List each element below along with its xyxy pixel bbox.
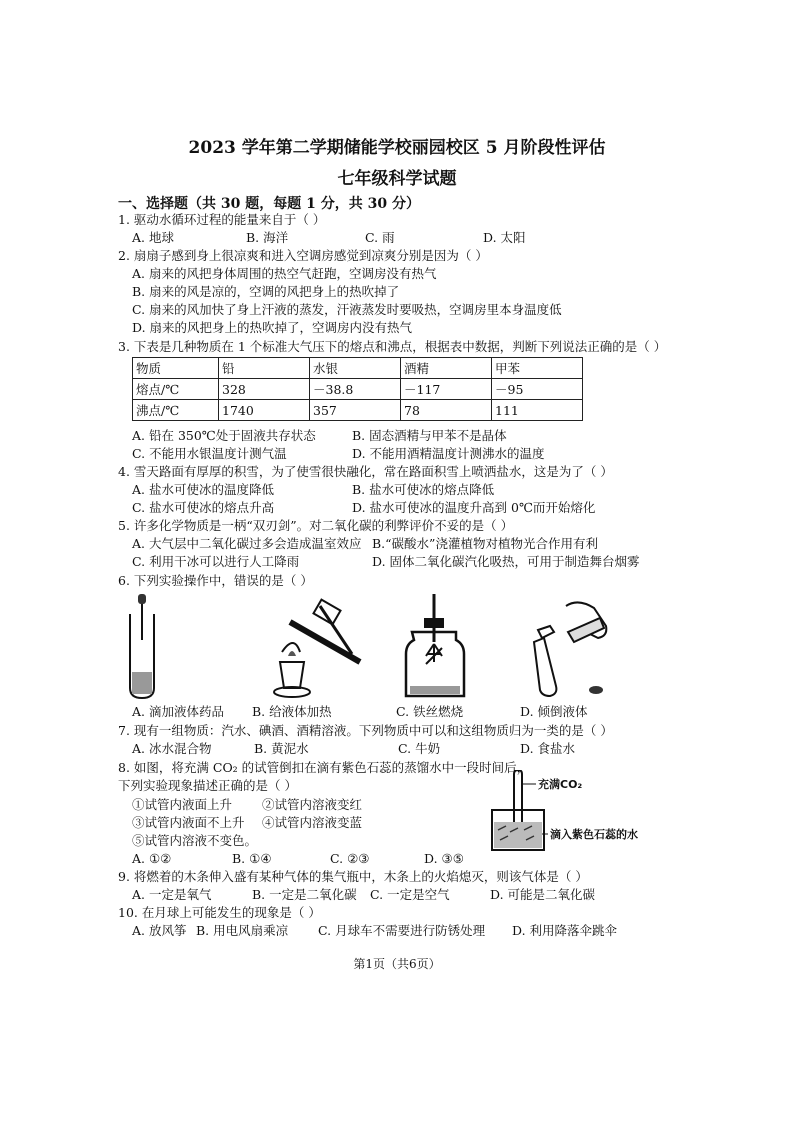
table-row [133, 358, 583, 379]
pouring-figure [508, 592, 618, 702]
q5-option-c: C. 利用干冰可以进行人工降雨 [132, 554, 300, 569]
q7-option-d: D. 食盐水 [520, 741, 576, 756]
q8-statement-4: ④试管内溶液变蓝 [262, 815, 363, 830]
q10-option-d: D. 利用降落伞跳伞 [512, 923, 618, 938]
q1-option-c: C. 雨 [365, 230, 395, 245]
q8-option-c: C. ②③ [330, 851, 370, 866]
exam-subtitle: 七年级科学试题 [337, 169, 457, 189]
q8-stem-2: 下列实验现象描述正确的是（ ） [118, 778, 297, 793]
q8-statement-2: ②试管内溶液变红 [262, 797, 363, 812]
q8-option-b: B. ①④ [232, 851, 272, 866]
iron-wire-figure [400, 592, 470, 702]
section-heading: 一、选择题（共 30 题，每题 1 分，共 30 分） [118, 196, 420, 212]
q2-option-d: D. 扇来的风把身上的热吹掉了，空调房内没有热气 [132, 320, 413, 335]
q1-option-b: B. 海洋 [246, 230, 289, 245]
q4-option-b: B. 盐水可使冰的熔点降低 [352, 482, 495, 497]
q3-option-b: B. 固态酒精与甲苯不是晶体 [352, 428, 507, 443]
table-cell: －117 [401, 379, 492, 400]
q5-option-a: A. 大气层中二氧化碳过多会造成温室效应 [132, 536, 362, 551]
q5-option-b: B.“碳酸水”浇灌植物对植物光合作用有利 [372, 536, 598, 551]
q7-option-b: B. 黄泥水 [254, 741, 309, 756]
q8-statement-1: ①试管内液面上升 [132, 797, 233, 812]
q7-option-a: A. 冰水混合物 [132, 741, 212, 756]
table-cell: 物质 [133, 358, 219, 379]
q8-statement-5: ⑤试管内溶液不变色。 [132, 833, 258, 848]
q1-stem: 1. 驱动水循环过程的能量来自于（ ） [118, 212, 326, 227]
q4-option-d: D. 盐水可使冰的温度升高到 0℃而开始熔化 [352, 500, 596, 515]
q3-option-d: D. 不能用酒精温度计测沸水的温度 [352, 446, 545, 461]
q6-option-a: A. 滴加液体药品 [132, 704, 224, 719]
table-cell: 熔点/℃ [133, 379, 219, 400]
q9-stem: 9. 将燃着的木条伸入盛有某种气体的集气瓶中，木条上的火焰熄灭，则该气体是（ ） [118, 869, 588, 884]
q6-option-c: C. 铁丝燃烧 [396, 704, 464, 719]
exam-title: 2023 学年第二学期储能学校丽园校区 5 月阶段性评估 [188, 138, 606, 158]
q8-stem: 8. 如图，将充满 CO₂ 的试管倒扣在滴有紫色石蕊的蒸馏水中一段时间后， [118, 760, 530, 775]
q4-option-c: C. 盐水可使冰的熔点升高 [132, 500, 275, 515]
q6-stem: 6. 下列实验操作中，错误的是（ ） [118, 573, 313, 588]
label-co2: 充满CO₂ [538, 778, 583, 791]
heating-figure [260, 592, 380, 702]
q10-stem: 10. 在月球上可能发生的现象是（ ） [118, 905, 321, 920]
q2-option-a: A. 扇来的风把身体周围的热空气赶跑，空调房没有热气 [132, 266, 437, 281]
table-row [133, 400, 583, 421]
table-cell: 沸点/℃ [133, 400, 219, 421]
q9-option-c: C. 一定是空气 [370, 887, 450, 902]
dropper-figure [118, 592, 168, 702]
q2-stem: 2. 扇扇子感到身上很凉爽和进入空调房感觉到凉爽分别是因为（ ） [118, 248, 488, 263]
q10-option-b: B. 用电风扇乘凉 [196, 923, 289, 938]
q6-option-b: B. 给液体加热 [252, 704, 332, 719]
q9-option-a: A. 一定是氧气 [132, 887, 212, 902]
q3-option-a: A. 铅在 350℃处于固液共存状态 [132, 428, 316, 443]
label-litmus-water: 滴入紫色石蕊的水 [550, 828, 638, 841]
q1-option-d: D. 太阳 [483, 230, 526, 245]
table-cell: 111 [492, 400, 583, 421]
table-cell: 357 [310, 400, 401, 421]
q2-option-b: B. 扇来的风是凉的，空调的风把身上的热吹掉了 [132, 284, 400, 299]
table-cell: －38.8 [310, 379, 401, 400]
page-footer: 第1页（共6页） [353, 957, 441, 971]
q8-option-a: A. ①② [132, 851, 172, 866]
q10-option-c: C. 月球车不需要进行防锈处理 [318, 923, 486, 938]
q5-stem: 5. 许多化学物质是一柄“双刃剑”。对二氧化碳的利弊评价不妥的是（ ） [118, 518, 514, 533]
q4-option-a: A. 盐水可使冰的温度降低 [132, 482, 274, 497]
q9-option-b: B. 一定是二氧化碳 [252, 887, 357, 902]
q1-option-a: A. 地球 [132, 230, 174, 245]
table-row [133, 379, 583, 400]
table-cell: 328 [219, 379, 310, 400]
q7-stem: 7. 现有一组物质：汽水、碘酒、酒精溶液。下列物质中可以和这组物质归为一类的是（ ） [118, 723, 613, 738]
q8-statement-3: ③试管内液面不上升 [132, 815, 245, 830]
q9-option-d: D. 可能是二氧化碳 [490, 887, 596, 902]
q10-option-a: A. 放风筝 [132, 923, 187, 938]
table-cell: －95 [492, 379, 583, 400]
q2-option-c: C. 扇来的风加快了身上汗液的蒸发，汗液蒸发时要吸热，空调房里本身温度低 [132, 302, 562, 317]
q3-stem: 3. 下表是几种物质在 1 个标准大气压下的熔点和沸点，根据表中数据，判断下列说法正确的是（ ） [118, 339, 667, 354]
q4-stem: 4. 雪天路面有厚厚的积雪，为了使雪很快融化，常在路面积雪上喷洒盐水，这是为了（ ） [118, 464, 613, 479]
table-cell: 酒精 [401, 358, 492, 379]
q3-option-c: C. 不能用水银温度计测气温 [132, 446, 287, 461]
table-cell: 1740 [219, 400, 310, 421]
co2-tube-figure [484, 770, 670, 856]
q8-option-d: D. ③⑤ [424, 851, 464, 866]
melting-point-table [132, 357, 583, 421]
q5-option-d: D. 固体二氧化碳汽化吸热，可用于制造舞台烟雾 [372, 554, 640, 569]
q6-option-d: D. 倾倒液体 [520, 704, 588, 719]
table-cell: 78 [401, 400, 492, 421]
table-cell: 水银 [310, 358, 401, 379]
q7-option-c: C. 牛奶 [398, 741, 441, 756]
table-cell: 甲苯 [492, 358, 583, 379]
table-cell: 铅 [219, 358, 310, 379]
